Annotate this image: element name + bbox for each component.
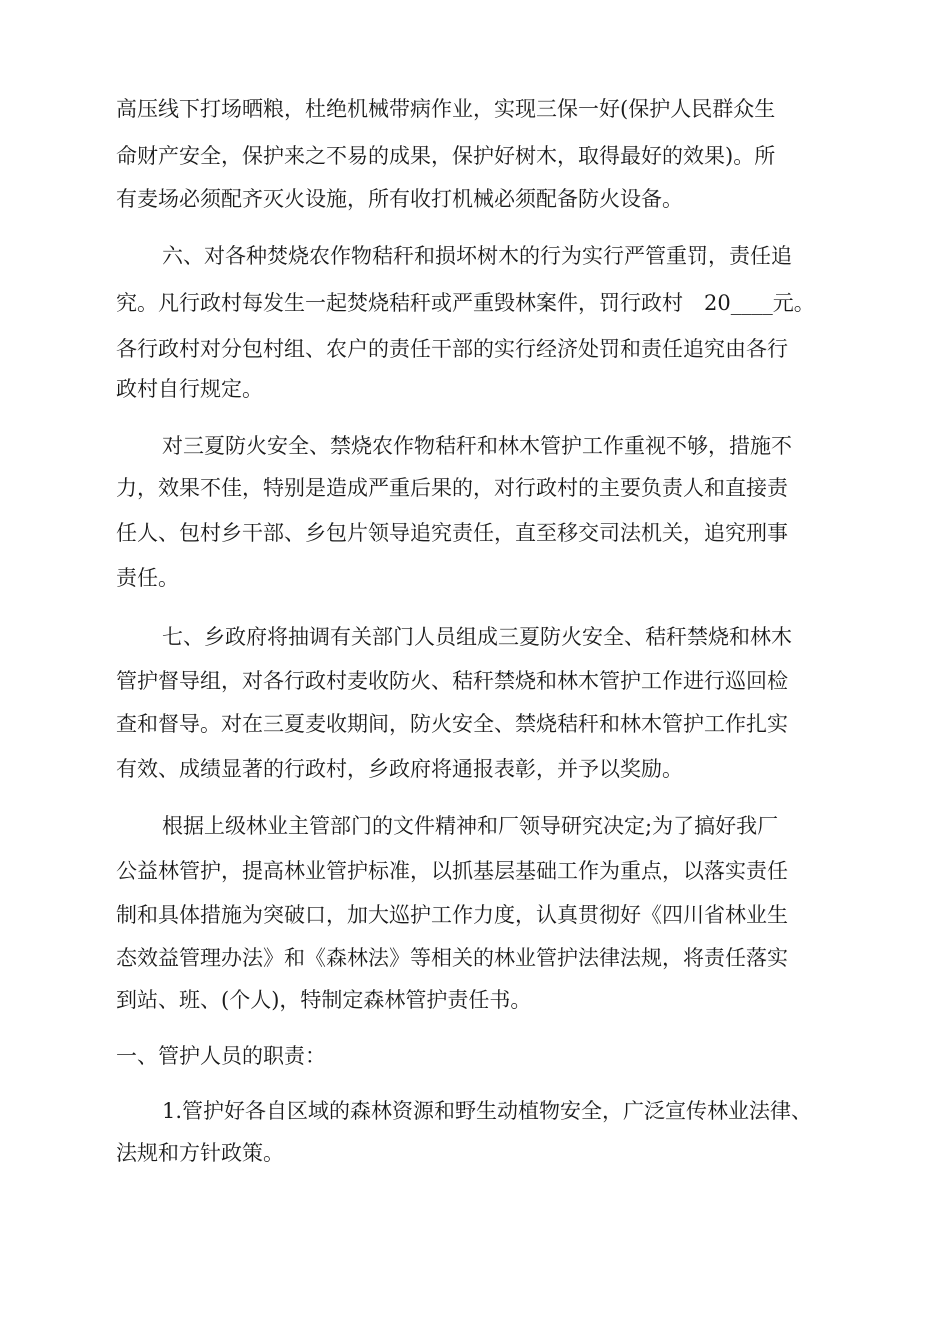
text-line: 有麦场必须配齐灭火设施，所有收打机械必须配备防火设备。 (116, 187, 683, 211)
text-line: 到站、班、(个人)，特制定森林管护责任书。 (116, 988, 532, 1012)
text-line: 责任。 (116, 566, 179, 590)
text-line: 各行政村对分包村组、农户的责任干部的实行经济处罚和责任追究由各行 (116, 337, 788, 361)
text-line: 查和督导。对在三夏麦收期间，防火安全、禁烧秸秆和林木管护工作扎实 (116, 712, 788, 736)
text-line: 态效益管理办法》和《森林法》等相关的林业管护法律法规，将责任落实 (116, 946, 788, 970)
text-line: 六、对各种焚烧农作物秸秆和损坏树木的行为实行严管重罚，责任追 (162, 244, 792, 268)
text-line: 究。凡行政村每发生一起焚烧秸秆或严重毁林案件，罚行政村 20____元。 (116, 291, 815, 315)
text-line: 管护督导组，对各行政村麦收防火、秸秆禁烧和林木管护工作进行巡回检 (116, 669, 788, 693)
text-line: 七、乡政府将抽调有关部门人员组成三夏防火安全、秸秆禁烧和林木 (162, 625, 792, 649)
text-line: 1.管护好各自区域的森林资源和野生动植物安全，广泛宣传林业法律、 (162, 1099, 813, 1123)
section-heading: 一、管护人员的职责： (116, 1044, 326, 1068)
text-line: 任人、包村乡干部、乡包片领导追究责任，直至移交司法机关，追究刑事 (116, 521, 788, 545)
text-line: 高压线下打场晒粮，杜绝机械带病作业，实现三保一好(保护人民群众生 (116, 97, 776, 121)
text-line: 制和具体措施为突破口，加大巡护工作力度，认真贯彻好《四川省林业生 (116, 903, 788, 927)
text-line: 政村自行规定。 (116, 377, 263, 401)
text-line: 根据上级林业主管部门的文件精神和厂领导研究决定;为了搞好我厂 (162, 814, 779, 838)
text-line: 力，效果不佳，特别是造成严重后果的，对行政村的主要负责人和直接责 (116, 476, 788, 500)
text-line: 法规和方针政策。 (116, 1141, 284, 1165)
text-line: 公益林管护，提高林业管护标准，以抓基层基础工作为重点，以落实责任 (116, 859, 788, 883)
text-line: 对三夏防火安全、禁烧农作物秸秆和林木管护工作重视不够，措施不 (162, 434, 792, 458)
text-line: 命财产安全，保护来之不易的成果，保护好树木，取得最好的效果)。所 (116, 144, 776, 168)
text-line: 有效、成绩显著的行政村，乡政府将通报表彰，并予以奖励。 (116, 757, 683, 781)
